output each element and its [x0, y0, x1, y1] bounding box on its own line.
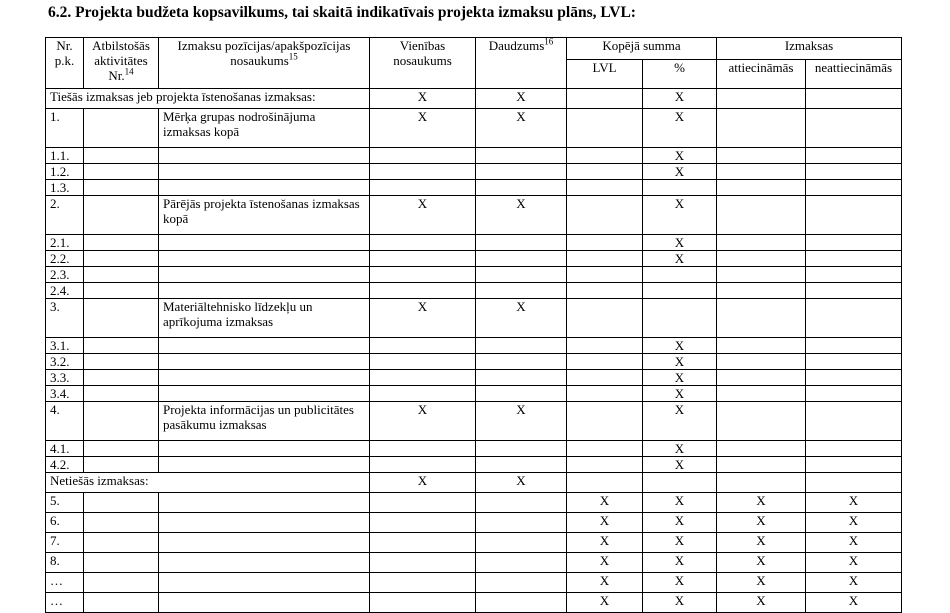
row-number: 1.1. [46, 148, 84, 164]
row-number: 3. [46, 299, 84, 338]
x-mark: X [370, 109, 476, 148]
x-mark: X [643, 386, 717, 402]
table-row [46, 283, 902, 299]
table-row [46, 251, 902, 267]
cost-item-name: Pārējās projekta īstenošanas izmaksas kopā [159, 196, 370, 235]
row-number: 2.4. [46, 283, 84, 299]
header-total-lvl: LVL [567, 60, 643, 89]
x-mark: X [476, 89, 567, 109]
x-mark: X [370, 196, 476, 235]
section-row-indirect-costs [46, 473, 902, 493]
x-mark: X [567, 573, 643, 593]
x-mark: X [643, 513, 717, 533]
table-row-group [46, 196, 902, 235]
x-mark: X [806, 593, 902, 613]
row-number: 4.2. [46, 457, 84, 473]
table-row [46, 180, 902, 196]
x-mark: X [643, 109, 717, 148]
header-total-sum: Kopējā summa [567, 38, 717, 60]
x-mark: X [643, 251, 717, 267]
row-number: 2.1. [46, 235, 84, 251]
table-row [46, 267, 902, 283]
table-row [46, 235, 902, 251]
row-number: 1.2. [46, 164, 84, 180]
x-mark: X [476, 109, 567, 148]
x-mark: X [717, 573, 806, 593]
header-unit: Vienības nosaukums [370, 38, 476, 89]
x-mark: X [643, 402, 717, 441]
x-mark: X [643, 196, 717, 235]
header-total-percent: % [643, 60, 717, 89]
x-mark: X [370, 299, 476, 338]
x-mark: X [567, 493, 643, 513]
section-title: 6.2. Projekta budžeta kopsavilkums, tai skaitā indikatīvais projekta izmaksu plāns, LVL: [48, 4, 636, 21]
x-mark: X [567, 593, 643, 613]
x-mark: X [643, 573, 717, 593]
row-number: … [46, 593, 84, 613]
table-row [46, 148, 902, 164]
x-mark: X [717, 493, 806, 513]
row-number: 5. [46, 493, 84, 513]
table-row-group [46, 109, 902, 148]
x-mark: X [567, 533, 643, 553]
row-number: … [46, 573, 84, 593]
x-mark: X [476, 196, 567, 235]
x-mark: X [370, 402, 476, 441]
row-number: 1.3. [46, 180, 84, 196]
header-quantity: Daudzums$^{16}$ [476, 38, 567, 89]
budget-summary-table [45, 37, 902, 613]
x-mark: X [717, 553, 806, 573]
table-row [46, 338, 902, 354]
cost-item-name: Projekta informācijas un publicitātes pasākumu izmaksas [159, 402, 370, 441]
table-row [46, 553, 902, 573]
x-mark: X [370, 89, 476, 109]
row-number: 3.3. [46, 370, 84, 386]
header-activity: Atbilstošās aktivitātes Nr.$^{14}$ [84, 38, 159, 89]
x-mark: X [476, 473, 567, 493]
row-number: 4.1. [46, 441, 84, 457]
x-mark: X [476, 402, 567, 441]
section-label: Tiešās izmaksas jeb projekta īstenošanas izmaksas: [46, 89, 370, 109]
table-row-group [46, 299, 902, 338]
section-row-direct-costs [46, 89, 902, 109]
x-mark: X [567, 553, 643, 573]
header-costs: Izmaksas [717, 38, 902, 60]
x-mark: X [643, 164, 717, 180]
row-number: 4. [46, 402, 84, 441]
table-row-group [46, 402, 902, 441]
row-number: 1. [46, 109, 84, 148]
x-mark: X [806, 493, 902, 513]
table-row [46, 386, 902, 402]
section-label: Netiešās izmaksas: [46, 473, 370, 493]
x-mark: X [643, 370, 717, 386]
header-eligible: attiecināmās [717, 60, 806, 89]
row-number: 2. [46, 196, 84, 235]
x-mark: X [643, 533, 717, 553]
x-mark: X [643, 593, 717, 613]
table-row [46, 513, 902, 533]
x-mark: X [717, 593, 806, 613]
row-number: 8. [46, 553, 84, 573]
row-number: 3.2. [46, 354, 84, 370]
x-mark: X [806, 573, 902, 593]
table-row [46, 370, 902, 386]
table-row [46, 354, 902, 370]
x-mark: X [643, 338, 717, 354]
cost-item-name: Materiāltehnisko līdzekļu un aprīkojuma izmaksas [159, 299, 370, 338]
table-row [46, 493, 902, 513]
table-row [46, 533, 902, 553]
header-ineligible: neattiecināmās [806, 60, 902, 89]
x-mark: X [717, 513, 806, 533]
row-number: 3.4. [46, 386, 84, 402]
x-mark: X [806, 513, 902, 533]
x-mark: X [476, 299, 567, 338]
row-number: 6. [46, 513, 84, 533]
row-number: 3.1. [46, 338, 84, 354]
x-mark: X [567, 513, 643, 533]
table-row [46, 457, 902, 473]
x-mark: X [717, 533, 806, 553]
row-number: 2.3. [46, 267, 84, 283]
x-mark: X [643, 553, 717, 573]
cost-item-name: Mērķa grupas nodrošinājuma izmaksas kopā [159, 109, 370, 148]
x-mark: X [806, 533, 902, 553]
x-mark: X [643, 235, 717, 251]
table-row [46, 441, 902, 457]
x-mark: X [643, 148, 717, 164]
x-mark: X [643, 354, 717, 370]
header-nr: Nr. p.k. [46, 38, 84, 89]
row-number: 7. [46, 533, 84, 553]
x-mark: X [806, 553, 902, 573]
x-mark: X [643, 441, 717, 457]
x-mark: X [643, 89, 717, 109]
header-item-name: Izmaksu pozīcijas/apakšpozīcijas nosaukums$^{15}$ [159, 38, 370, 89]
x-mark: X [643, 493, 717, 513]
row-number: 2.2. [46, 251, 84, 267]
x-mark: X [370, 473, 476, 493]
table-row [46, 573, 902, 593]
x-mark: X [643, 457, 717, 473]
table-row [46, 164, 902, 180]
